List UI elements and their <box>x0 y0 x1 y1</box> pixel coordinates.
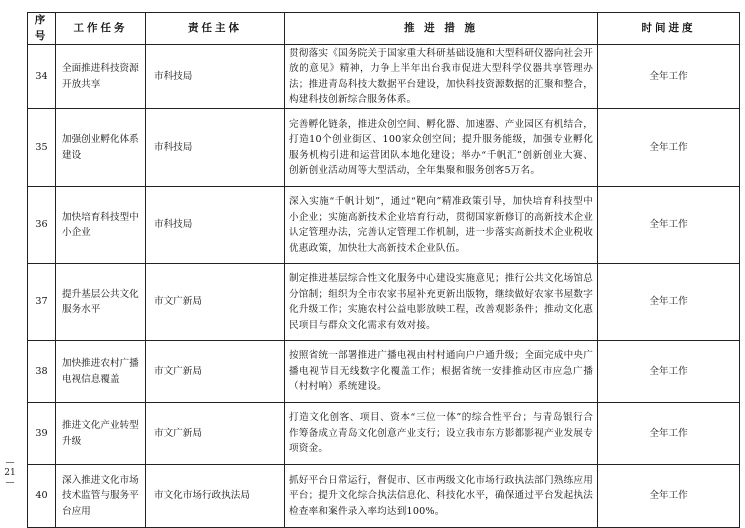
table-header-row <box>28 13 740 45</box>
row-owner: 市文广新局 <box>146 341 285 403</box>
row-time: 全年工作 <box>598 187 740 264</box>
row-time: 全年工作 <box>598 465 740 528</box>
page-number: — 21 — <box>4 458 16 488</box>
table-row <box>28 341 740 403</box>
table-row <box>28 109 740 187</box>
row-task: 提升基层公共文化服务水平 <box>56 264 146 341</box>
row-time: 全年工作 <box>598 109 740 187</box>
row-owner: 市科技局 <box>146 109 285 187</box>
row-task: 加强创业孵化体系建设 <box>56 109 146 187</box>
row-owner: 市文广新局 <box>146 403 285 465</box>
row-no: 34 <box>28 45 56 109</box>
row-task: 加快培育科技型中小企业 <box>56 187 146 264</box>
table-row <box>28 187 740 264</box>
header-owner: 责任主体 <box>146 13 285 45</box>
row-owner: 市文化市场行政执法局 <box>146 465 285 528</box>
row-measure: 贯彻落实《国务院关于国家重大科研基础设施和大型科研仪器向社会开放的意见》精神，力争上半年出台我市促进大型科学仪器共享管理办法；推进青岛科技大数据平台建设，加快科技资源数据的汇聚和整合，构建科技创新综合服务体系。 <box>285 45 598 109</box>
row-task: 加快推进农村广播电视信息覆盖 <box>56 341 146 403</box>
table-row <box>28 403 740 465</box>
table-row <box>28 465 740 528</box>
row-owner: 市文广新局 <box>146 264 285 341</box>
row-measure: 打造文化创客、项目、资本“三位一体”的综合性平台；与青岛银行合作筹备成立青岛文化创意产业支行；设立我市东方影都影视产业发展专项资金。 <box>285 403 598 465</box>
row-task: 深入推进文化市场技术监管与服务平台应用 <box>56 465 146 528</box>
row-task: 全面推进科技资源开放共享 <box>56 45 146 109</box>
row-time: 全年工作 <box>598 45 740 109</box>
work-plan-table <box>27 12 740 528</box>
row-measure: 完善孵化链条，推进众创空间、孵化器、加速器、产业园区有机结合，打造10个创业街区、100家众创空间；提升服务能级，加强专业孵化服务机构引进和运营团队本地化建设；举办“千帆汇”创新创业大赛、创新创业活动周等大型活动，全年集聚和服务创客5万名。 <box>285 109 598 187</box>
row-no: 39 <box>28 403 56 465</box>
row-time: 全年工作 <box>598 403 740 465</box>
row-task: 推进文化产业转型升级 <box>56 403 146 465</box>
header-time: 时间进度 <box>598 13 740 45</box>
row-measure: 深入实施“千帆计划”，通过“靶向”精准政策引导，加快培育科技型中小企业；实施高新技术企业培育行动，贯彻国家新修订的高新技术企业认定管理办法，完善认定管理工作机制，进一步落实高新技术企业税收优惠政策，加快壮大高新技术企业队伍。 <box>285 187 598 264</box>
row-owner: 市科技局 <box>146 45 285 109</box>
header-measure: 推 进 措 施 <box>285 13 598 45</box>
row-measure: 制定推进基层综合性文化服务中心建设实施意见；推行公共文化场馆总分馆制；组织为全市农家书屋补充更新出版物，继续做好农家书屋数字化升级工作；实施农村公益电影放映工程，改善观影条件；推动文化惠民项目与群众文化需求有效对接。 <box>285 264 598 341</box>
row-no: 36 <box>28 187 56 264</box>
row-time: 全年工作 <box>598 264 740 341</box>
row-no: 37 <box>28 264 56 341</box>
row-owner: 市科技局 <box>146 187 285 264</box>
row-no: 38 <box>28 341 56 403</box>
row-time: 全年工作 <box>598 341 740 403</box>
row-no: 35 <box>28 109 56 187</box>
row-measure: 按照省统一部署推进广播电视由村村通向户户通升级；全面完成中央广播电视节目无线数字化覆盖工作；根据省统一安排推动区市应急广播（村村响）系统建设。 <box>285 341 598 403</box>
row-no: 40 <box>28 465 56 528</box>
header-no: 序号 <box>28 13 56 45</box>
table-row <box>28 45 740 109</box>
row-measure: 抓好平台日常运行，督促市、区市两级文化市场行政执法部门熟练应用平台；提升文化综合执法信息化、科技化水平，确保通过平台发起执法检查率和案件录入率均达到100%。 <box>285 465 598 528</box>
table-row <box>28 264 740 341</box>
header-task: 工作任务 <box>56 13 146 45</box>
